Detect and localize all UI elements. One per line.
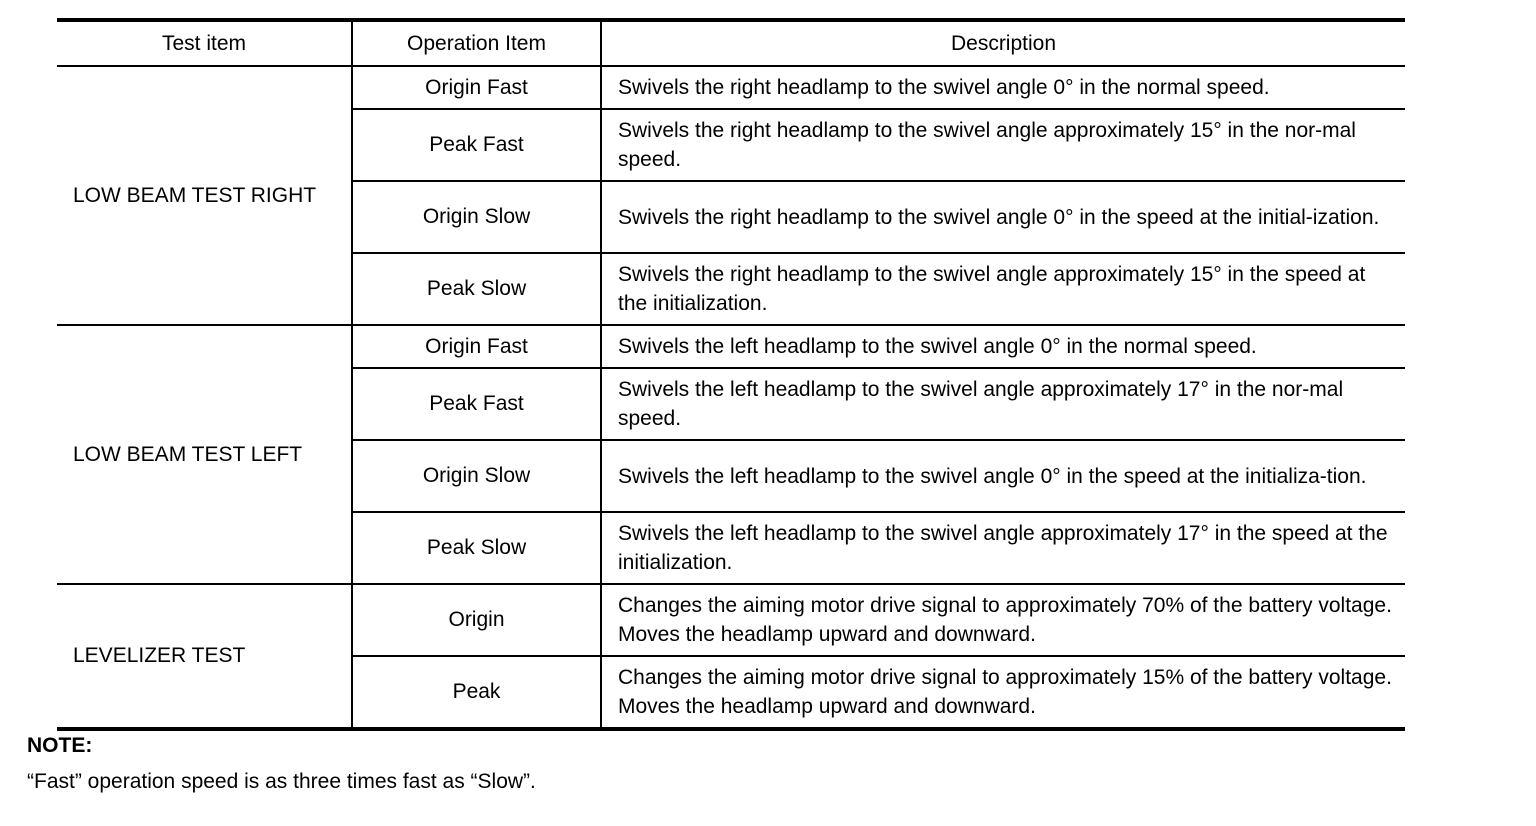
- operation-cell: Peak: [352, 656, 601, 729]
- table-row: [57, 66, 1405, 109]
- operation-cell: Peak Slow: [352, 253, 601, 325]
- table-header-row: [57, 20, 1405, 66]
- table-row: [57, 325, 1405, 368]
- test-item-table: [57, 18, 1405, 731]
- note-text: “Fast” operation speed is as three times fast as “Slow”.: [27, 770, 536, 793]
- operation-cell: Peak Fast: [352, 368, 601, 440]
- header-operation-item: Operation Item: [352, 20, 601, 66]
- description-cell: Swivels the left headlamp to the swivel angle approximately 17° in the nor-mal speed.: [601, 368, 1405, 440]
- description-cell: Swivels the left headlamp to the swivel angle 0° in the speed at the initializa-tion.: [601, 440, 1405, 512]
- description-cell: Changes the aiming motor drive signal to approximately 15% of the battery voltage. Moves the headlamp upward and downward.: [601, 656, 1405, 729]
- operation-cell: Origin: [352, 584, 601, 656]
- description-cell: Swivels the right headlamp to the swivel angle 0° in the speed at the initial-ization.: [601, 181, 1405, 253]
- operation-cell: Peak Fast: [352, 109, 601, 181]
- note-title: NOTE:: [27, 734, 93, 757]
- description-cell: Swivels the left headlamp to the swivel angle approximately 17° in the speed at the initialization.: [601, 512, 1405, 584]
- operation-cell: Origin Fast: [352, 325, 601, 368]
- description-cell: Swivels the left headlamp to the swivel angle 0° in the normal speed.: [601, 325, 1405, 368]
- description-cell: Changes the aiming motor drive signal to approximately 70% of the battery voltage. Moves the headlamp upward and downward.: [601, 584, 1405, 656]
- operation-cell: Origin Slow: [352, 440, 601, 512]
- header-description: Description: [601, 20, 1405, 66]
- description-cell: Swivels the right headlamp to the swivel angle approximately 15° in the speed at the initialization.: [601, 253, 1405, 325]
- test-item-cell: LEVELIZER TEST: [57, 584, 352, 729]
- table-row: [57, 584, 1405, 656]
- description-cell: Swivels the right headlamp to the swivel angle approximately 15° in the nor-mal speed.: [601, 109, 1405, 181]
- test-item-cell: LOW BEAM TEST LEFT: [57, 325, 352, 584]
- description-cell: Swivels the right headlamp to the swivel angle 0° in the normal speed.: [601, 66, 1405, 109]
- test-item-cell: LOW BEAM TEST RIGHT: [57, 66, 352, 325]
- operation-cell: Origin Fast: [352, 66, 601, 109]
- operation-cell: Peak Slow: [352, 512, 601, 584]
- header-test-item: Test item: [57, 20, 352, 66]
- operation-cell: Origin Slow: [352, 181, 601, 253]
